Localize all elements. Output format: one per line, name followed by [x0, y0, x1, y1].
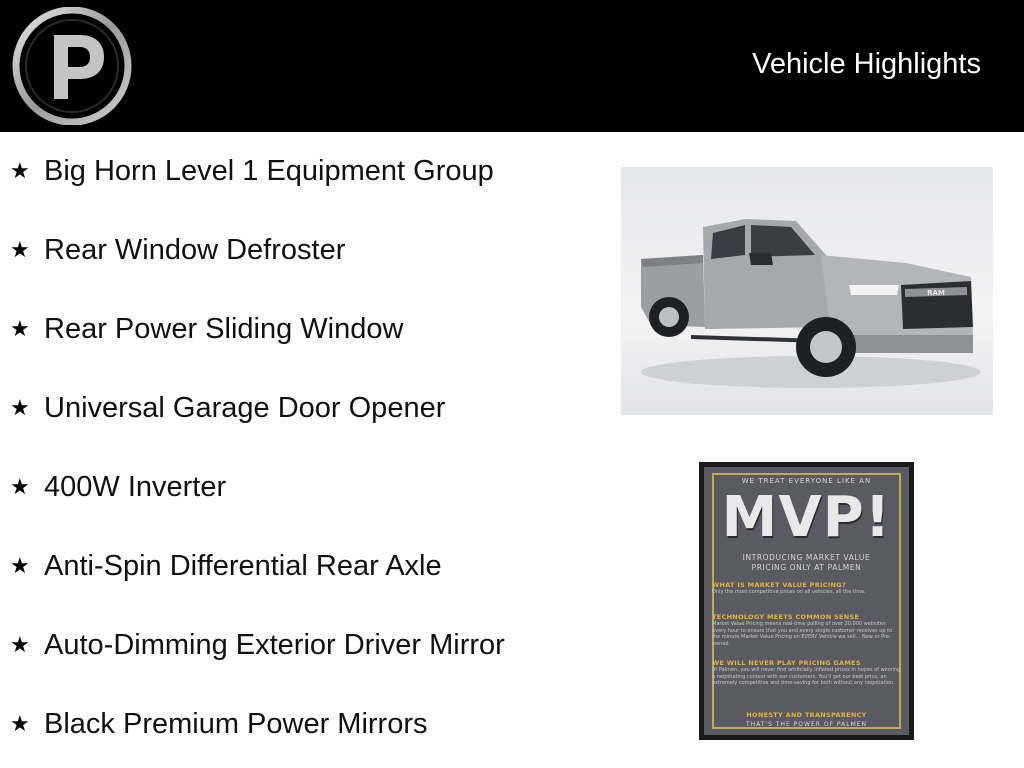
- page-title: Vehicle Highlights: [752, 48, 981, 80]
- grille-badge: RAM: [927, 289, 945, 297]
- feature-label: Universal Garage Door Opener: [44, 392, 446, 424]
- list-item: [10, 389, 590, 468]
- list-item: [10, 626, 590, 705]
- list-item: [10, 547, 590, 626]
- feature-label: Rear Power Sliding Window: [44, 313, 404, 345]
- flyer-intro: INTRODUCING MARKET VALUE PRICING ONLY AT PALMEN: [742, 553, 871, 572]
- star-icon: ★: [10, 711, 30, 736]
- star-icon: ★: [10, 474, 30, 499]
- feature-label: Auto-Dimming Exterior Driver Mirror: [44, 629, 505, 661]
- flyer-answer-3: At Palmen, you will never find artificially inflated prices in hopes of winning a negotiating contest with our customers. You'll get our best price, an extremely competitive and time-saving for both without any negotiation.: [712, 667, 901, 686]
- star-icon: ★: [10, 395, 30, 420]
- header-bar: [0, 0, 1024, 132]
- star-icon: ★: [10, 553, 30, 578]
- flyer-top-line: WE TREAT EVERYONE LIKE AN: [741, 477, 872, 485]
- star-icon: ★: [10, 316, 30, 341]
- list-item: [10, 468, 590, 547]
- feature-label: Black Premium Power Mirrors: [44, 708, 428, 740]
- vehicle-photo: [621, 167, 993, 415]
- feature-label: Rear Window Defroster: [44, 234, 346, 266]
- star-icon: ★: [10, 237, 30, 262]
- flyer-footer-1: HONESTY AND TRANSPARENCY: [746, 711, 867, 719]
- list-item: [10, 705, 590, 768]
- feature-label: Big Horn Level 1 Equipment Group: [44, 155, 494, 187]
- flyer-question-2: TECHNOLOGY MEETS COMMON SENSE: [712, 613, 860, 621]
- flyer-question-3: WE WILL NEVER PLAY PRICING GAMES: [712, 659, 861, 667]
- mvp-pricing-flyer: [699, 462, 914, 740]
- palmen-p-logo-icon: [10, 7, 134, 125]
- flyer-footer-2: THAT'S THE POWER OF PALMEN: [745, 721, 868, 728]
- star-icon: ★: [10, 632, 30, 657]
- feature-label: Anti-Spin Differential Rear Axle: [44, 550, 442, 582]
- flyer-answer-2: Market Value Pricing means real-time polling of over 20,000 websites every hour to ensure that you and every single customer receives up to the minute Market Value Pricing on EVERY Vehicle we sell... New or Pre-owned.: [712, 621, 893, 647]
- flyer-question-1: WHAT IS MARKET VALUE PRICING?: [712, 581, 847, 589]
- flyer-answer-1: Only the most competitive prices on all vehicles, all the time.: [712, 589, 866, 595]
- feature-label: 400W Inverter: [44, 471, 227, 503]
- list-item: [10, 310, 590, 389]
- flyer-headline: MVP!: [721, 485, 892, 550]
- list-item: [10, 152, 590, 231]
- star-icon: ★: [10, 158, 30, 183]
- feature-list: [10, 152, 590, 768]
- list-item: [10, 231, 590, 310]
- pickup-truck-image: [621, 167, 993, 415]
